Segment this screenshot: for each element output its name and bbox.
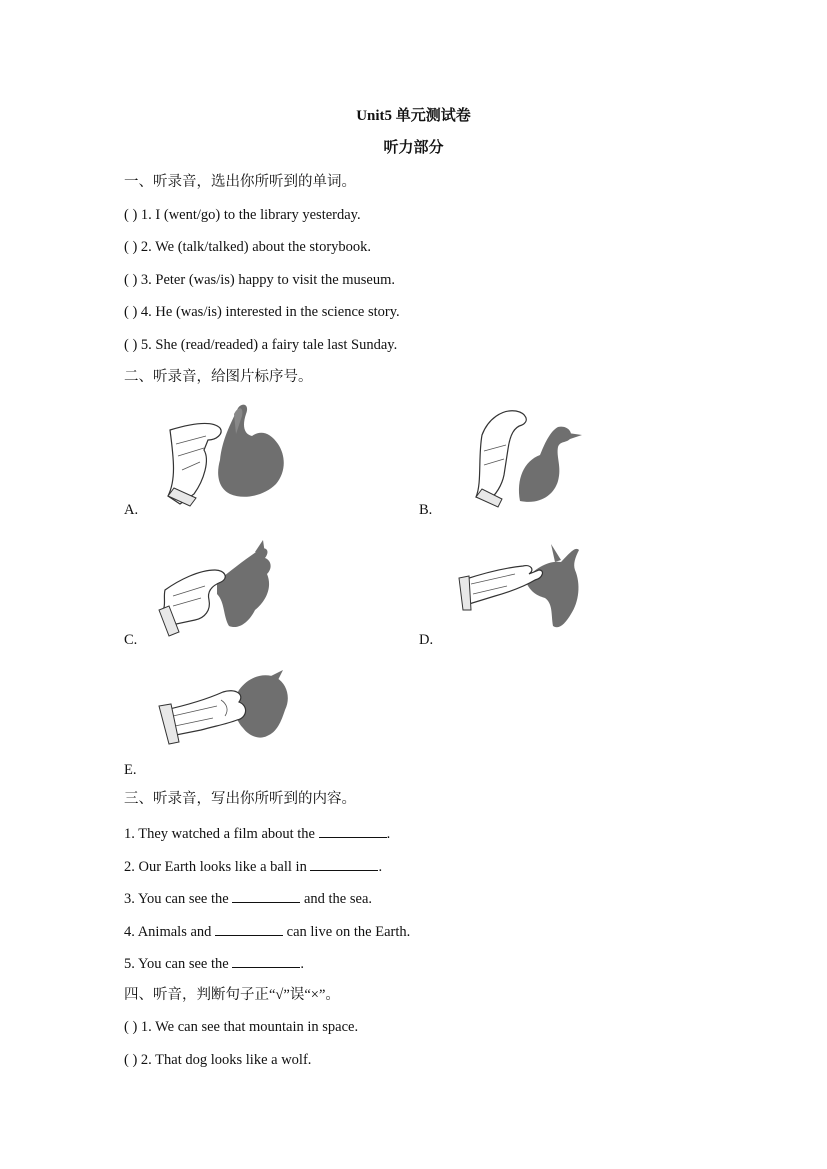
picture-e-label: E. <box>124 762 137 778</box>
picture-a-label: A. <box>124 502 139 518</box>
dog-shadow-icon <box>155 670 295 755</box>
picture-b-label: B. <box>419 502 433 518</box>
rabbit-shadow-icon <box>160 400 295 510</box>
fill-text-before: 1. They watched a film about the <box>124 826 319 842</box>
goose-shadow-icon <box>470 405 585 510</box>
fill-text-after: . <box>378 859 383 875</box>
answer-blank[interactable] <box>232 953 300 968</box>
answer-blank[interactable] <box>215 921 283 936</box>
part4-item-1: ( ) 1. We can see that mountain in space. <box>124 1019 359 1035</box>
part1-item-1: ( ) 1. I (went/go) to the library yesterday. <box>124 207 361 223</box>
answer-blank[interactable] <box>319 823 387 838</box>
picture-d-label: D. <box>419 632 434 648</box>
part3-item-5 <box>124 953 304 973</box>
part1-item-3: ( ) 3. Peter (was/is) happy to visit the museum. <box>124 272 396 288</box>
picture-c-label: C. <box>124 632 138 648</box>
part1-heading: 一、听录音，选出你所听到的单词。 <box>124 174 356 190</box>
part4-heading: 四、听音，判断句子正“√”误“×”。 <box>124 987 340 1003</box>
part2-heading: 二、听录音，给图片标序号。 <box>124 369 313 385</box>
part1-item-2: ( ) 2. We (talk/talked) about the storybook. <box>124 239 372 255</box>
fill-text-before: 2. Our Earth looks like a ball in <box>124 859 311 875</box>
answer-blank[interactable] <box>232 888 300 903</box>
part3-item-3 <box>124 888 372 908</box>
fill-text-before: 4. Animals and <box>124 924 216 940</box>
fill-text-after: . <box>386 826 391 842</box>
wolf-shadow-icon <box>155 540 280 640</box>
part3-item-1 <box>124 823 390 843</box>
part3-heading: 三、听录音，写出你所听到的内容。 <box>124 791 356 807</box>
part3-item-2 <box>124 856 382 876</box>
fill-text-before: 5. You can see the <box>124 956 233 972</box>
page-title: Unit5 单元测试卷 <box>356 108 471 124</box>
part1-item-4: ( ) 4. He (was/is) interested in the science story. <box>124 304 400 320</box>
section-subtitle: 听力部分 <box>383 140 444 156</box>
fill-text-after: and the sea. <box>300 891 373 907</box>
part3-item-4 <box>124 921 410 941</box>
goat-shadow-icon <box>455 540 585 635</box>
fill-text-after: . <box>300 956 304 972</box>
fill-text-after: can live on the Earth. <box>283 924 411 940</box>
part1-item-5: ( ) 5. She (read/readed) a fairy tale last Sunday. <box>124 337 398 353</box>
part4-item-2: ( ) 2. That dog looks like a wolf. <box>124 1052 312 1068</box>
fill-text-before: 3. You can see the <box>124 891 233 907</box>
answer-blank[interactable] <box>310 856 378 871</box>
